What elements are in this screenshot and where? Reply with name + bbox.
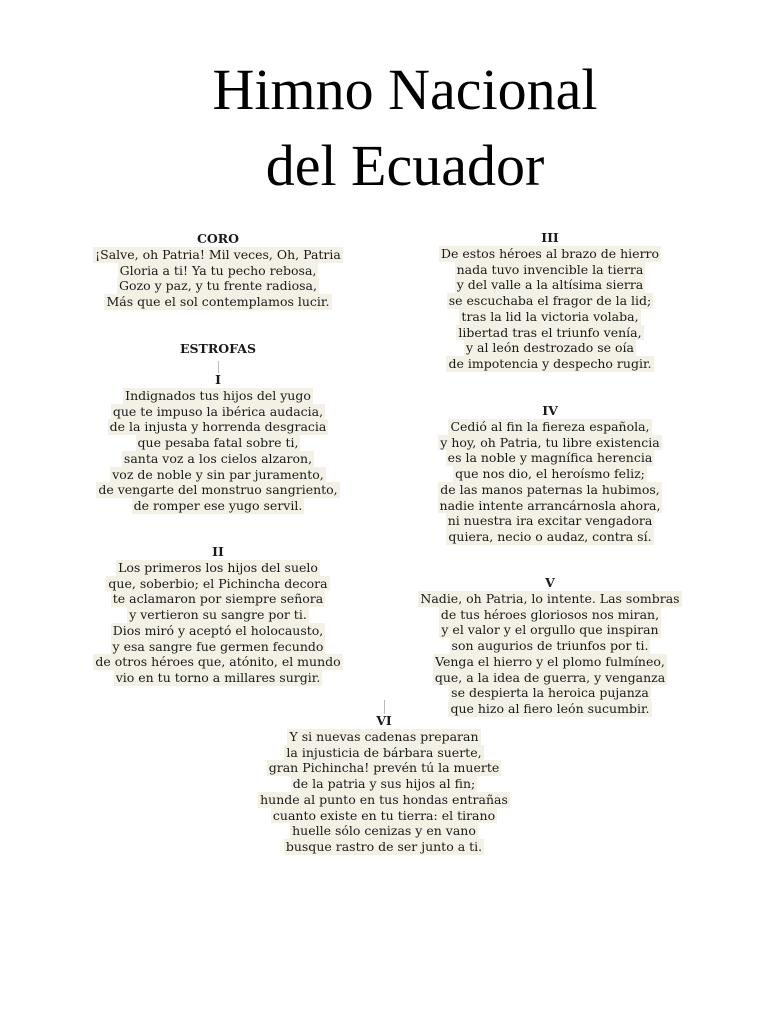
stanza-block: [78, 544, 358, 686]
stanza-line: que nos dio, el heroísmo feliz;: [455, 466, 645, 482]
stanza-line: se escuchaba el fragor de la lid;: [448, 293, 652, 309]
stanza-line: ni nuestra ira excitar vengadora: [447, 513, 653, 529]
stanza-line: que te impuso la ibérica audacia,: [112, 403, 324, 419]
stanza-line: nada tuvo invencible la tierra: [456, 261, 644, 277]
stanza-line: de impotencia y despecho rugir.: [448, 355, 652, 371]
stanza-line: gran Pichincha! prevén tú la muerte: [268, 760, 500, 776]
stanza-line: santa voz a los cielos alzaron,: [123, 450, 313, 466]
stanza-numeral: VI: [376, 713, 392, 728]
stanza-line: de otros héroes que, atónito, el mundo: [95, 654, 341, 670]
stanza-numeral: II: [212, 544, 224, 559]
stanza-line: que hizo al fiero león sucumbir.: [450, 700, 650, 716]
stanza-numeral: IV: [542, 403, 558, 418]
estrofas-heading: ESTROFAS: [179, 341, 256, 356]
stanza-block: [410, 403, 690, 545]
coro-line: Gozo y paz, y tu frente radiosa,: [119, 278, 317, 294]
stanza-line: y hoy, oh Patria, tu libre existencia: [440, 434, 660, 450]
stanza-line: y vertieron su sangre por ti.: [129, 607, 307, 623]
stanza-line: vio en tu torno a millares surgir.: [115, 669, 321, 685]
stanza-line: Indignados tus hijos del yugo: [125, 388, 311, 403]
coro-block: [78, 231, 358, 310]
stanza-line: nadie intente arrancárnosla ahora,: [439, 497, 661, 513]
stanza-line: De estos héroes al brazo de hierro: [440, 246, 660, 261]
stanza-line: que pesaba fatal sobre ti,: [137, 435, 299, 451]
stanza-line: es la noble y magnífica herencia: [447, 450, 653, 466]
stanza-line: cuanto existe en tu tierra: el tirano: [272, 807, 496, 823]
stanza-line: libertad tras el triunfo venía,: [458, 324, 642, 340]
stanza-line: Los primeros los hijos del suelo: [118, 560, 318, 575]
stanza-block: [410, 230, 690, 372]
stanza-line: te aclamaron por siempre señora: [112, 591, 324, 607]
stanza-line: que, soberbio; el Pichincha decora: [108, 575, 328, 591]
title-line-1: Himno Nacional: [212, 57, 598, 122]
stanza-line: de las manos paternas la hubimos,: [440, 481, 660, 497]
stanza-numeral: I: [215, 372, 221, 387]
stanza-line: huelle sólo cenizas y en vano: [292, 823, 476, 839]
stanza-block: [400, 575, 700, 717]
stanza-line: y el valor y el orgullo que inspiran: [441, 622, 659, 638]
stanza-line: Dios miró y aceptó el holocausto,: [112, 622, 324, 638]
coro-line: ¡Salve, oh Patria! Mil veces, Oh, Patria: [95, 247, 341, 262]
stanza-line: voz de noble y sin par juramento,: [112, 466, 324, 482]
stanza-line: y del valle a la altísima sierra: [456, 277, 644, 293]
stanza-line: quiera, necio o audaz, contra sí.: [448, 528, 652, 544]
stanza-line: Nadie, oh Patria, lo intente. Las sombras: [420, 591, 680, 606]
stanza-block: [78, 372, 358, 514]
stanza-line: de tus héroes gloriosos nos miran,: [440, 606, 660, 622]
stanza-numeral: III: [541, 230, 559, 245]
stanza-line: son augurios de triunfos por ti.: [451, 638, 649, 654]
page-title: [150, 52, 660, 204]
stanza-line: que, a la idea de guerra, y venganza: [434, 669, 666, 685]
stanza-line: de romper ese yugo servil.: [133, 497, 303, 513]
stanza-line: de vengarte del monstruo sangriento,: [98, 482, 338, 498]
stanza-line: Venga el hierro y el plomo fulmíneo,: [435, 653, 665, 669]
stanza-line: hunde al punto en tus hondas entrañas: [260, 791, 508, 807]
divider-tick: [384, 700, 385, 714]
coro-line: Gloria a ti! Ya tu pecho rebosa,: [119, 262, 317, 278]
coro-line: Más que el sol contemplamos lucir.: [106, 294, 330, 310]
coro-heading: CORO: [196, 231, 240, 246]
stanza-line: Y si nuevas cadenas preparan: [289, 729, 479, 744]
stanza-line: de la patria y sus hijos al fin;: [292, 776, 476, 792]
stanza-line: de la injusta y horrenda desgracia: [109, 419, 327, 435]
stanza-line: busque rastro de ser junto a ti.: [285, 838, 483, 854]
stanza-line: tras la lid la victoria volaba,: [461, 308, 639, 324]
stanza-block: [244, 713, 524, 855]
stanza-line: se despierta la heroica pujanza: [451, 685, 649, 701]
stanza-line: y al león destrozado se oía: [465, 340, 635, 356]
stanza-line: Cedió al fin la fiereza española,: [450, 419, 650, 434]
stanza-numeral: V: [545, 575, 555, 590]
stanza-line: la injusticia de bárbara suerte,: [286, 744, 482, 760]
stanza-line: y esa sangre fue germen fecundo: [112, 638, 324, 654]
title-line-2: del Ecuador: [265, 133, 545, 198]
